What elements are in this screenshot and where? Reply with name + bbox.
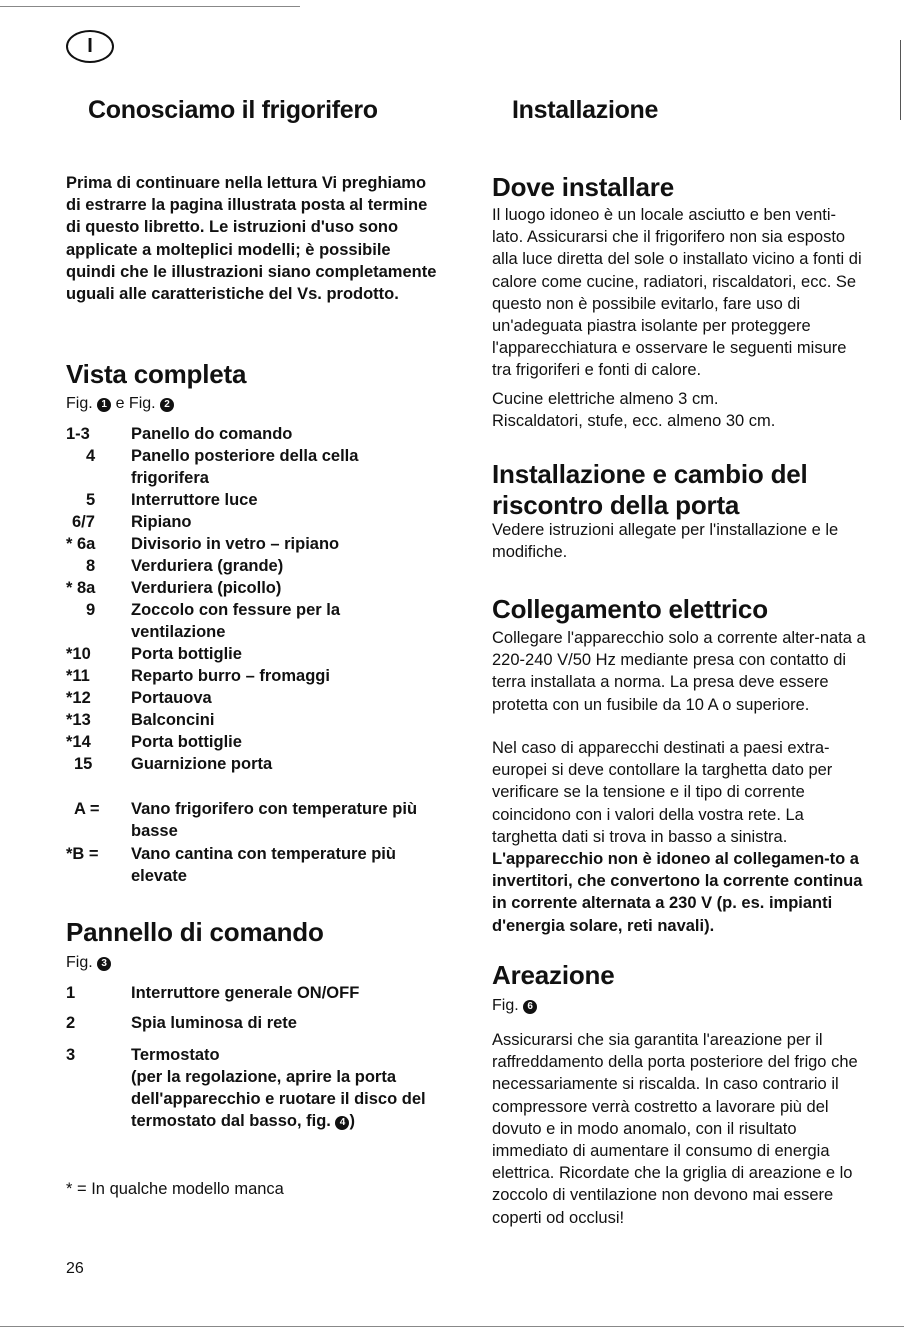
scan-edge-right xyxy=(900,40,901,120)
item-number: 4 xyxy=(86,447,96,465)
item-label: Termostato xyxy=(131,1046,220,1064)
vista-figref xyxy=(66,395,174,413)
item-label: Divisorio in vetro – ripiano xyxy=(131,535,340,553)
item-label: Vano cantina con temperature più elevate xyxy=(131,845,396,886)
item-label: Porta bottiglie xyxy=(131,733,242,751)
collegamento-text-extraeu: Nel caso di apparecchi destinati a paesi extra-europei si deve contollare la targhetta dato per verificare se la tensione e il tipo di corrente coincidono con i valori della vostra rete. La targhetta dati si trova in basso a sinistra. xyxy=(492,739,833,846)
item-number: 1-3 xyxy=(66,425,90,443)
pannello-heading: Pannello di comando xyxy=(66,917,324,947)
footnote: * = In qualche modello manca xyxy=(66,1180,284,1198)
left-title: Conosciamo il frigorifero xyxy=(88,96,378,124)
item-number: *14 xyxy=(66,733,91,751)
language-badge: I xyxy=(66,30,114,63)
fig-label: Fig. xyxy=(492,997,519,1014)
item-label: Ripiano xyxy=(131,513,192,531)
item-number: A = xyxy=(74,800,100,818)
item-label: Vano frigorifero con temperature più basse xyxy=(131,800,418,841)
vista-heading: Vista completa xyxy=(66,359,247,389)
collegamento-warning: L'apparecchio non è idoneo al collegamen-to a invertitori, che convertono la corrente continua in corrente alternata a 230 V (p. es. impianti d'energia solare, reti navali). xyxy=(492,850,863,935)
item-number: 5 xyxy=(86,491,96,509)
item-label: Interruttore luce xyxy=(131,491,258,509)
fig-number-badge: 3 xyxy=(97,957,111,971)
item-number: 15 xyxy=(74,755,93,773)
scan-edge-bottom xyxy=(0,1326,904,1327)
collegamento-text: Collegare l'apparecchio solo a corrente alter-nata a 220-240 V/50 Hz mediante presa con contatto di terra installata a norma. La presa deve essere protetta con un fusibile da 10 A o superiore. xyxy=(492,629,866,714)
areazione-text: Assicurarsi che sia garantita l'areazione per il raffreddamento della porta posteriore del frigo che necessariamente si riscalda. In caso contrario il compressore verrà costretto a lavorare più del dovuto e in modo anomalo, con il risultato immediato di aumentare il consumo di energia elettrica. Ricordate che la griglia di areazione e lo zoccolo di ventilazione non devono mai essere coperti od occlusi! xyxy=(492,1031,858,1227)
page-number: 26 xyxy=(66,1260,84,1277)
pannello-figref xyxy=(66,954,111,972)
scan-edge-top xyxy=(0,6,300,7)
item-number: 6/7 xyxy=(72,513,95,531)
item-number: *12 xyxy=(66,689,91,707)
areazione-heading: Areazione xyxy=(492,960,615,990)
item-number: * 8a xyxy=(66,579,96,597)
item-number: *13 xyxy=(66,711,91,729)
cambio-text: Vedere istruzioni allegate per l'installazione e le modifiche. xyxy=(492,521,839,562)
right-title: Installazione xyxy=(512,96,659,124)
item-label: Reparto burro – fromaggi xyxy=(131,667,330,685)
item-number: *10 xyxy=(66,645,91,663)
item-label: Panello do comando xyxy=(131,425,293,443)
item-number: 2 xyxy=(66,1014,76,1032)
fig-label: Fig. xyxy=(66,395,93,412)
intro-text: Prima di continuare nella lettura Vi preghiamo di estrarre la pagina illustrata posta al termine di questo libretto. Le istruzioni d'uso sono applicate a molteplici modelli; è possibile quindi che le illustrazioni siano completamente uguali alle caratteristiche del Vs. prodotto. xyxy=(66,174,437,304)
areazione-figref xyxy=(492,997,537,1015)
item-label: Verduriera (picollo) xyxy=(131,579,282,597)
item-label: Balconcini xyxy=(131,711,215,729)
thermostat-note-text: (per la regolazione, aprire la porta dell'apparecchio e ruotare il disco del termostato dal basso, fig. xyxy=(131,1068,426,1131)
thermostat-note xyxy=(131,1066,431,1133)
fig-number-badge: 4 xyxy=(335,1116,349,1130)
item-label: Spia luminosa di rete xyxy=(131,1014,297,1032)
collegamento-heading: Collegamento elettrico xyxy=(492,594,768,624)
item-label: Interruttore generale ON/OFF xyxy=(131,984,360,1002)
fig-label: Fig. xyxy=(66,954,93,971)
item-label: Portauova xyxy=(131,689,212,707)
dove-text-riscaldatori: Riscaldatori, stufe, ecc. almeno 30 cm. xyxy=(492,412,776,430)
dove-text-cucine: Cucine elettriche almeno 3 cm. xyxy=(492,390,719,408)
fig-number-badge: 6 xyxy=(523,1000,537,1014)
item-number: 9 xyxy=(86,601,96,619)
thermostat-note-close: ) xyxy=(349,1112,355,1131)
item-number: * 6a xyxy=(66,535,96,553)
fig-label: e Fig. xyxy=(115,395,156,412)
item-label: Zoccolo con fessure per la ventilazione xyxy=(131,601,341,642)
item-number: 3 xyxy=(66,1046,76,1064)
item-label: Verduriera (grande) xyxy=(131,557,284,575)
item-number: *B = xyxy=(66,845,99,863)
cambio-heading: Installazione e cambio del riscontro della porta xyxy=(492,459,808,520)
item-label: Panello posteriore della cella frigorifera xyxy=(131,447,359,488)
item-number: 1 xyxy=(66,984,76,1002)
dove-text: Il luogo idoneo è un locale asciutto e ben venti-lato. Assicurarsi che il frigorifero non sia esposto alla luce diretta del sole o installato vicino a fonti di calore come cucine, radiatori, riscaldatori, ecc. Se questo non è possibile evitarlo, fare uso di un'adeguata piastra isolante per proteggere l'apparecchiatura e osservare le seguenti misure tra frigoriferi e fonti di calore. xyxy=(492,206,862,380)
item-label: Porta bottiglie xyxy=(131,645,242,663)
dove-heading: Dove installare xyxy=(492,172,674,202)
fig-number-badge: 2 xyxy=(160,398,174,412)
item-number: 8 xyxy=(86,557,96,575)
item-label: Guarnizione porta xyxy=(131,755,273,773)
item-number: *11 xyxy=(66,667,90,685)
fig-number-badge: 1 xyxy=(97,398,111,412)
